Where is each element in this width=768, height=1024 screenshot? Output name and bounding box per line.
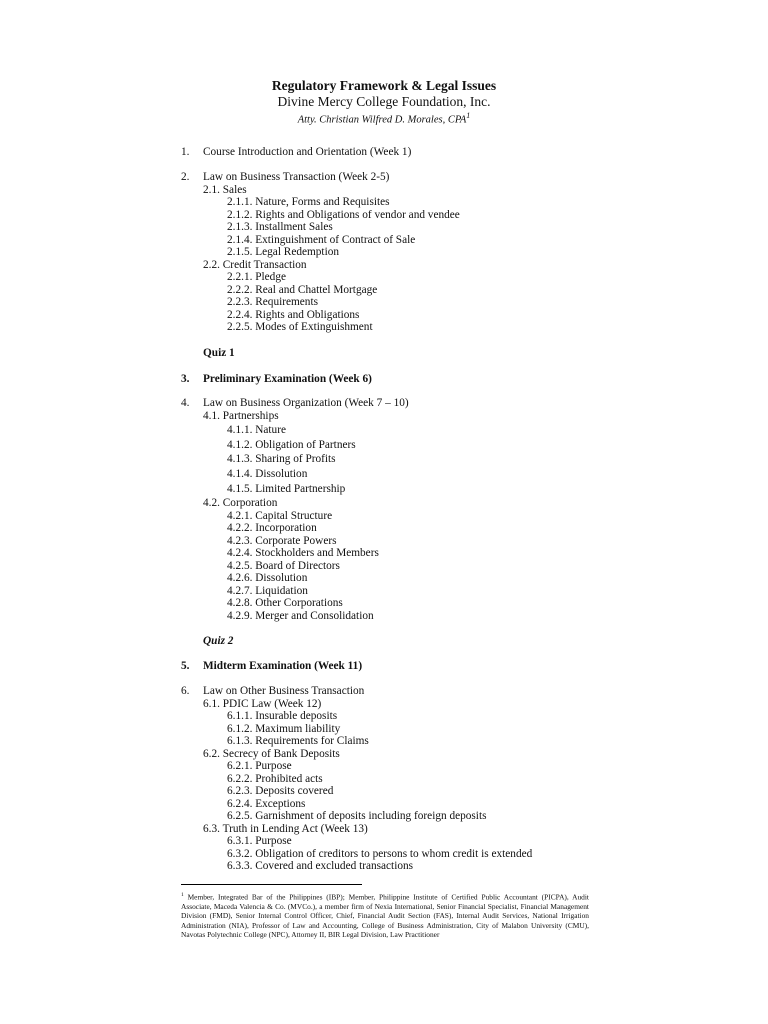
outline-subitem: 2.1. Sales [203, 183, 247, 196]
outline-item: Law on Other Business Transaction [203, 685, 365, 697]
outline-subsubitem: 4.2.9. Merger and Consolidation [227, 609, 374, 622]
outline-item: Course Introduction and Orientation (Week 1) [203, 146, 412, 158]
outline-subsubitem: 2.2.5. Modes of Extinguishment [227, 321, 373, 333]
quiz-label: Quiz 1 [203, 347, 235, 359]
outline-num: 1. [181, 146, 190, 158]
outline-subsubitem: 6.2.5. Garnishment of deposits including foreign deposits [227, 810, 487, 822]
outline-subsubitem: 4.1.2. Obligation of Partners [227, 439, 356, 451]
outline-subitem: 4.2. Corporation [203, 497, 278, 509]
outline-subitem: 6.2. Secrecy of Bank Deposits [203, 747, 340, 760]
institution-name: Divine Mercy College Foundation, Inc. [277, 94, 491, 109]
outline-item: Law on Business Organization (Week 7 – 10) [203, 397, 409, 409]
outline-subitem: 6.1. PDIC Law (Week 12) [203, 697, 322, 710]
author-line [0, 111, 768, 126]
outline-subsubitem: 2.1.1. Nature, Forms and Requisites [227, 196, 390, 208]
footnote [181, 891, 589, 940]
document-title: Regulatory Framework & Legal Issues [271, 78, 497, 93]
outline-num: 4. [181, 397, 190, 409]
outline-num: 5. [181, 660, 190, 672]
outline-subsubitem: 6.3.2. Obligation of creditors to persons to whom credit is extended [227, 847, 533, 860]
outline-subsubitem: 4.1.5. Limited Partnership [227, 483, 346, 495]
outline-subsubitem: 4.1.1. Nature [227, 424, 286, 436]
outline-subsubitem: 2.1.2. Rights and Obligations of vendor and vendee [227, 208, 460, 221]
outline-subsubitem: 6.2.4. Exceptions [227, 797, 306, 810]
outline-subsubitem: 4.2.8. Other Corporations [227, 597, 343, 609]
outline-subsubitem: 4.2.3. Corporate Powers [227, 534, 337, 547]
outline-subsubitem: 2.1.3. Installment Sales [227, 221, 333, 233]
footnote-text: Member, Integrated Bar of the Philippines (IBP); Member, Philippine Institute of Certified Public Accountant (PICPA), Audit Associate, Maceda Valencia & Co. (MVCo.), a member firm of Nexia International, Senior Financial Specialist, Financial Management Division (FMD), Senior Internal Control Officer, Chief, Financial Audit Section (FAS), Internal Audit Services, National Irrigation Administration (NIA), Professor of Law and Accounting, College of Business Administration, City of Malabon University (CMU), Navotas Polytechnic College (NPC), Attorney II, BIR Legal Division, Law Practitioner [181, 892, 589, 940]
outline-subsubitem: 4.1.3. Sharing of Profits [227, 453, 336, 465]
outline-subsubitem: 6.2.2. Prohibited acts [227, 772, 323, 785]
outline-subsubitem: 2.2.3. Requirements [227, 296, 318, 308]
outline-subsubitem: 6.2.3. Deposits covered [227, 785, 334, 797]
outline-subsubitem: 4.2.5. Board of Directors [227, 559, 340, 572]
outline-subitem: 2.2. Credit Transaction [203, 258, 307, 271]
outline-subsubitem: 4.2.4. Stockholders and Members [227, 547, 379, 559]
outline-subitem: 4.1. Partnerships [203, 410, 279, 422]
outline-subsubitem: 4.2.7. Liquidation [227, 584, 308, 597]
outline-subsubitem: 6.1.3. Requirements for Claims [227, 735, 369, 747]
quiz-label: Quiz 2 [203, 635, 234, 647]
outline-num: 2. [181, 171, 190, 183]
outline-subsubitem: 6.3.1. Purpose [227, 835, 292, 847]
footnote-separator [181, 884, 362, 885]
outline-subsubitem: 4.2.6. Dissolution [227, 572, 308, 584]
footnote-ref: 1 [466, 111, 471, 120]
outline-subsubitem: 6.1.1. Insurable deposits [227, 710, 338, 722]
author-name: Atty. Christian Wilfred D. Morales, CPA [297, 114, 467, 126]
outline-item: Law on Business Transaction (Week 2-5) [203, 171, 390, 183]
outline-num: 6. [181, 685, 190, 697]
footnote-marker: 1 [181, 892, 184, 898]
outline-subsubitem: 4.2.2. Incorporation [227, 522, 317, 534]
outline-item: Preliminary Examination (Week 6) [203, 373, 372, 385]
outline-subsubitem: 2.1.4. Extinguishment of Contract of Sale [227, 233, 416, 246]
outline-subsubitem: 6.3.3. Covered and excluded transactions [227, 860, 414, 872]
outline-subsubitem: 2.1.5. Legal Redemption [227, 246, 340, 258]
outline-subsubitem: 4.1.4. Dissolution [227, 468, 308, 480]
outline-subsubitem: 2.2.2. Real and Chattel Mortgage [227, 283, 378, 296]
outline-num: 3. [181, 373, 190, 385]
outline-subitem: 6.3. Truth in Lending Act (Week 13) [203, 822, 368, 835]
outline-item: Midterm Examination (Week 11) [203, 660, 363, 672]
outline-subsubitem: 2.2.1. Pledge [227, 271, 286, 283]
outline-subsubitem: 6.1.2. Maximum liability [227, 722, 341, 735]
outline-subsubitem: 2.2.4. Rights and Obligations [227, 308, 360, 321]
outline-subsubitem: 4.2.1. Capital Structure [227, 509, 333, 522]
outline-subsubitem: 6.2.1. Purpose [227, 760, 292, 772]
